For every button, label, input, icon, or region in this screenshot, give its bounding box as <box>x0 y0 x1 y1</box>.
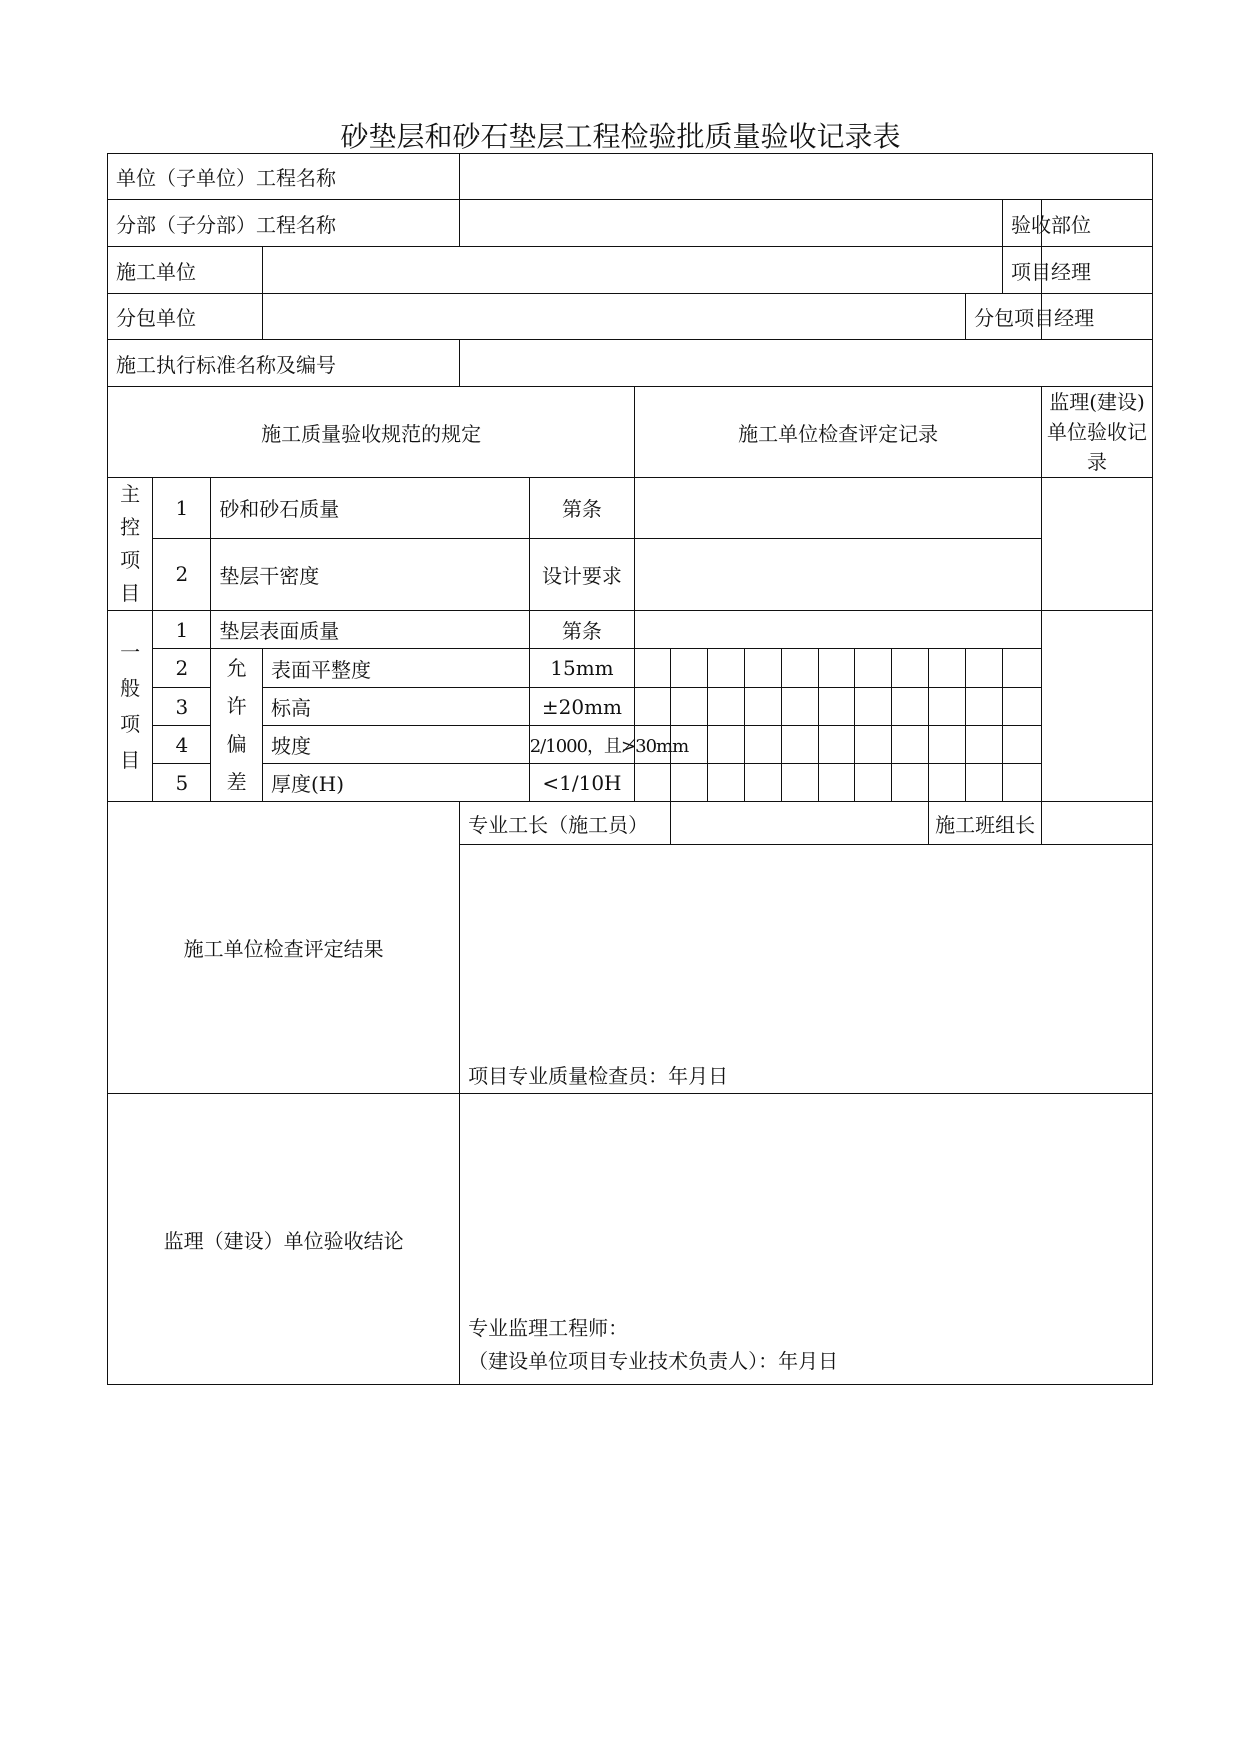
main-item-2-requirement: 设计要求 <box>529 538 634 610</box>
main-item-1-requirement: 第条 <box>529 478 634 539</box>
general-item-5-no: 5 <box>153 764 211 802</box>
measure-cell[interactable] <box>892 764 929 802</box>
general-item-4-name: 坡度 <box>262 726 529 764</box>
foreman-label: 专业工长（施工员） <box>460 802 671 845</box>
main-items-supervisor-record[interactable] <box>1042 478 1153 611</box>
construction-unit-label: 施工单位 <box>108 247 263 294</box>
measure-cell[interactable] <box>635 764 671 802</box>
general-item-5-name: 厚度(H) <box>262 764 529 802</box>
measure-cell[interactable] <box>781 649 818 688</box>
measure-cell[interactable] <box>671 764 708 802</box>
standard-value[interactable] <box>460 340 1153 387</box>
measure-cell[interactable] <box>818 764 855 802</box>
measure-cell[interactable] <box>744 764 781 802</box>
supervisor-column-header: 监理(建设)单位验收记录 <box>1042 387 1153 478</box>
sub-project-label: 分部（子分部）工程名称 <box>108 200 460 247</box>
general-item-3-requirement: ±20mm <box>529 688 634 726</box>
measure-cell[interactable] <box>892 688 929 726</box>
measure-cell[interactable] <box>707 764 744 802</box>
team-leader-value[interactable] <box>1042 802 1153 845</box>
measure-cell[interactable] <box>671 688 708 726</box>
general-items-group-label <box>108 611 153 802</box>
general-item-1-no: 1 <box>153 611 211 649</box>
general-item-2-no: 2 <box>153 649 211 688</box>
measure-cell[interactable] <box>781 764 818 802</box>
measure-cell[interactable] <box>892 649 929 688</box>
supervision-result-area[interactable] <box>460 1094 1153 1385</box>
measure-cell[interactable] <box>966 688 1003 726</box>
subcontract-manager-label: 分包项目经理 <box>966 294 1042 340</box>
allow-deviation-label <box>211 649 263 802</box>
measure-cell[interactable] <box>966 726 1003 764</box>
foreman-value[interactable] <box>671 802 929 845</box>
general-item-2-requirement: 15mm <box>529 649 634 688</box>
main-item-1-record[interactable] <box>635 478 1042 539</box>
measure-cell[interactable] <box>818 688 855 726</box>
measure-cell[interactable] <box>671 649 708 688</box>
measure-cell[interactable] <box>929 764 966 802</box>
measure-cell[interactable] <box>966 764 1003 802</box>
main-items-group-label <box>108 478 153 611</box>
unit-project-value[interactable] <box>460 154 1153 200</box>
measure-cell[interactable] <box>818 726 855 764</box>
engineer-signature-line: 专业监理工程师： <box>468 1316 629 1340</box>
measure-cell[interactable] <box>855 726 892 764</box>
general-items-supervisor-record[interactable] <box>1042 611 1153 802</box>
record-column-header: 施工单位检查评定记录 <box>635 387 1042 478</box>
measure-cell[interactable] <box>781 688 818 726</box>
measure-cell[interactable] <box>929 688 966 726</box>
main-item-1-no: 1 <box>153 478 211 539</box>
measure-cell[interactable] <box>818 649 855 688</box>
measure-cell[interactable] <box>1003 649 1042 688</box>
measure-cell[interactable] <box>855 649 892 688</box>
main-item-2-record[interactable] <box>635 538 1042 610</box>
measure-cell[interactable] <box>966 649 1003 688</box>
general-item-1-name: 垫层表面质量 <box>211 611 529 649</box>
measure-cell[interactable] <box>707 688 744 726</box>
inspector-signature-line: 项目专业质量检查员：年月日 <box>468 1064 729 1088</box>
measure-cell[interactable] <box>1003 726 1042 764</box>
measure-cell[interactable] <box>1003 688 1042 726</box>
sub-project-value[interactable] <box>460 200 1003 247</box>
measure-cell[interactable] <box>707 649 744 688</box>
construction-unit-value[interactable] <box>262 247 1002 294</box>
supervision-result-label: 监理（建设）单位验收结论 <box>108 1094 460 1385</box>
measure-cell[interactable] <box>781 726 818 764</box>
general-item-4-requirement: 2/1000，且≯30mm <box>529 726 634 764</box>
standard-label: 施工执行标准名称及编号 <box>108 340 460 387</box>
measure-cell[interactable] <box>744 688 781 726</box>
measure-cell[interactable] <box>1003 764 1042 802</box>
unit-project-label: 单位（子单位）工程名称 <box>108 154 460 200</box>
measure-cell[interactable] <box>929 649 966 688</box>
general-item-3-no: 3 <box>153 688 211 726</box>
measure-cell[interactable] <box>855 764 892 802</box>
construction-result-label: 施工单位检查评定结果 <box>108 802 460 1094</box>
general-item-5-requirement: <1/10H <box>529 764 634 802</box>
measure-cell[interactable] <box>744 649 781 688</box>
page-title: 砂垫层和砂石垫层工程检验批质量验收记录表 <box>340 120 901 153</box>
main-item-2-no: 2 <box>153 538 211 610</box>
inspection-form-table <box>107 153 1153 1385</box>
measure-cell[interactable] <box>929 726 966 764</box>
owner-signature-line: （建设单位项目专业技术负责人）：年月日 <box>468 1349 839 1373</box>
measure-cell[interactable] <box>635 688 671 726</box>
general-item-3-name: 标高 <box>262 688 529 726</box>
allow-deviation-text: 允许偏差 <box>226 656 247 794</box>
team-leader-label: 施工班组长 <box>929 802 1042 845</box>
general-items-group-text: 一般项目 <box>120 640 141 772</box>
main-item-1-name: 砂和砂石质量 <box>211 478 529 539</box>
measure-cell[interactable] <box>892 726 929 764</box>
subcontract-unit-label: 分包单位 <box>108 294 263 340</box>
construction-result-area[interactable] <box>460 845 1153 1094</box>
spec-column-header: 施工质量验收规范的规定 <box>108 387 635 478</box>
measure-cell[interactable] <box>707 726 744 764</box>
general-item-1-record[interactable] <box>635 611 1042 649</box>
general-item-4-no: 4 <box>153 726 211 764</box>
measure-cell[interactable] <box>744 726 781 764</box>
subcontract-unit-value[interactable] <box>262 294 965 340</box>
main-item-2-name: 垫层干密度 <box>211 538 529 610</box>
acceptance-part-label: 验收部位 <box>1003 200 1042 247</box>
main-items-group-text: 主控项目 <box>120 482 141 605</box>
measure-cell[interactable] <box>635 649 671 688</box>
measure-cell[interactable] <box>855 688 892 726</box>
general-item-1-requirement: 第条 <box>529 611 634 649</box>
general-item-2-name: 表面平整度 <box>262 649 529 688</box>
project-manager-label: 项目经理 <box>1003 247 1042 294</box>
